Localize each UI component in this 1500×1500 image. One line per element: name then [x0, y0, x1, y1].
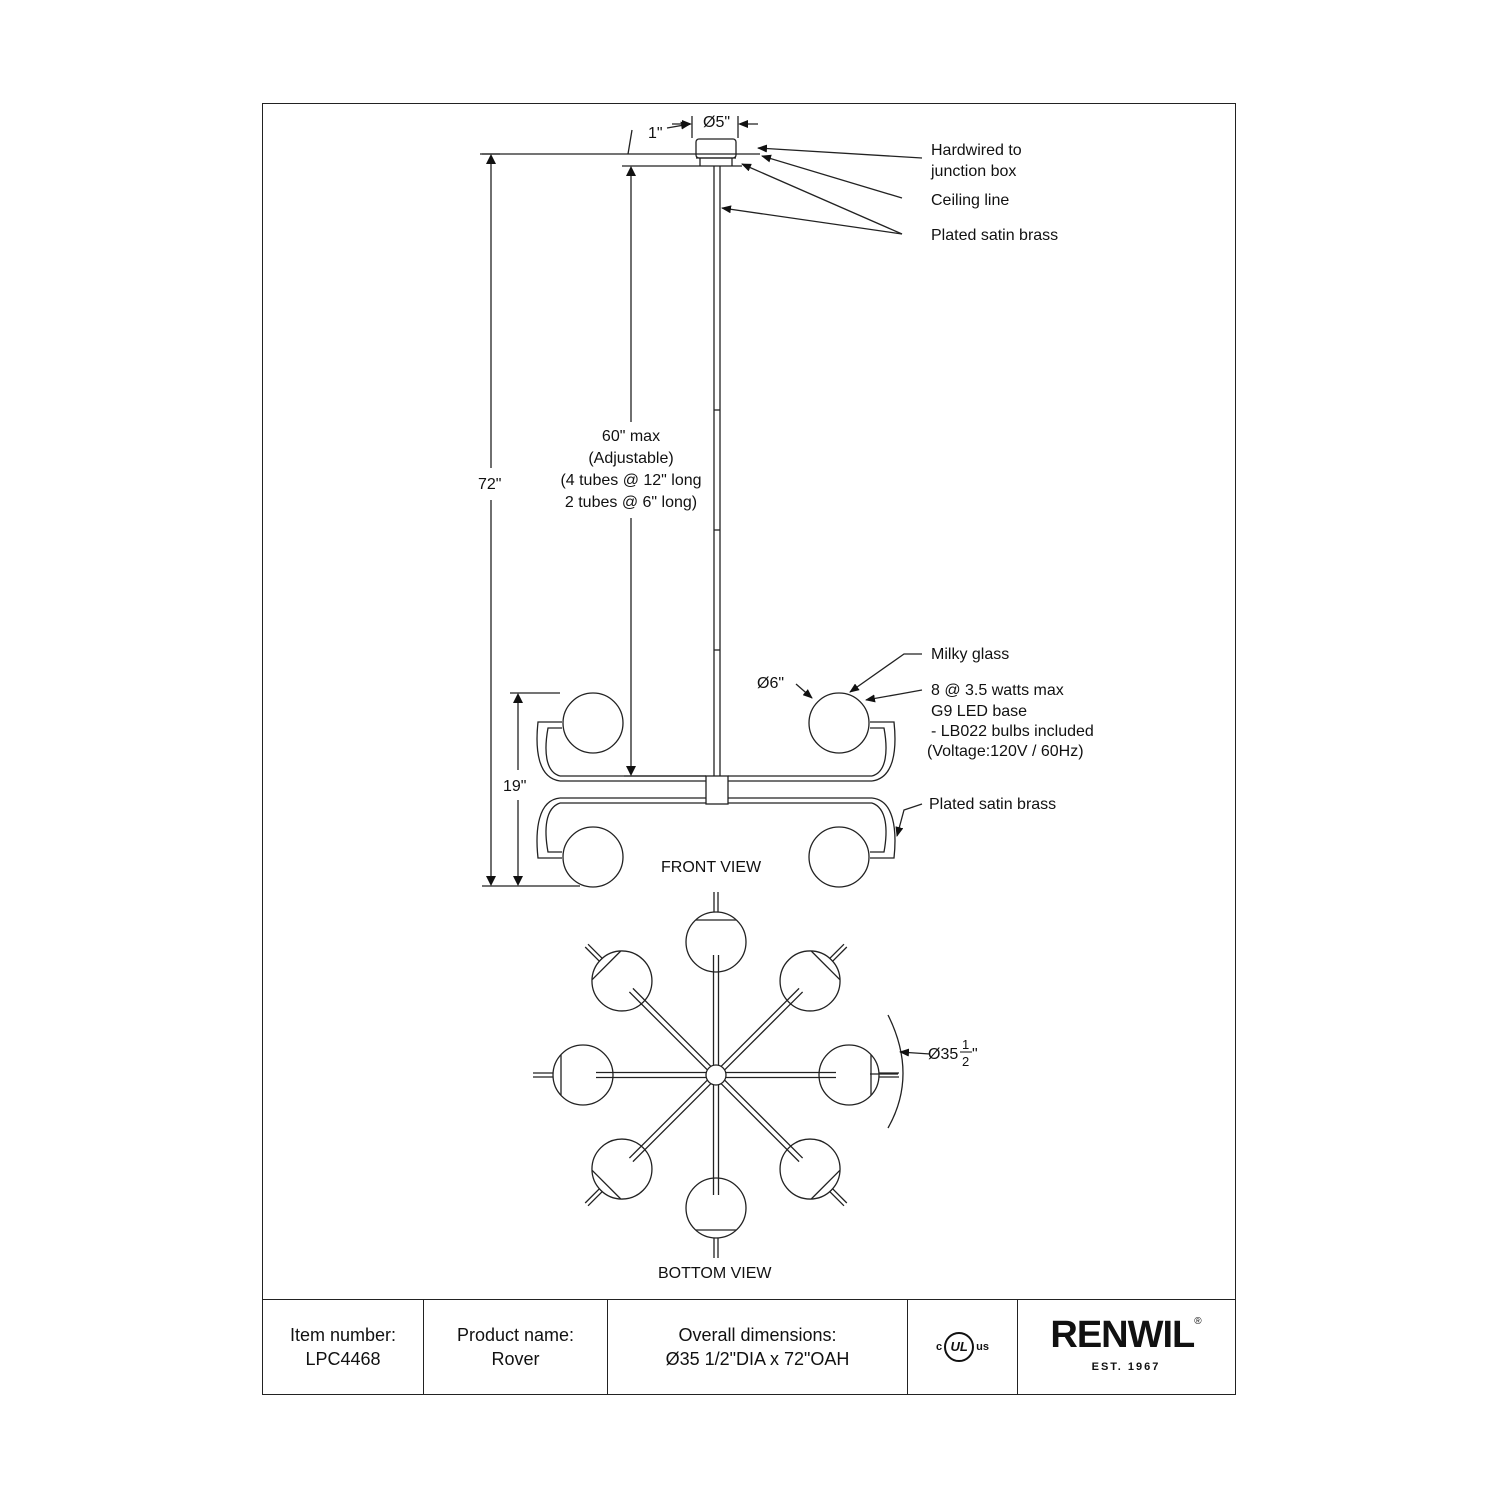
bottom-hub: [706, 1065, 726, 1085]
canopy: [696, 139, 736, 158]
bottom-globe-6: [592, 1139, 652, 1199]
callout-ceiling-line: Ceiling line: [931, 192, 1010, 209]
front-view-label: FRONT VIEW: [661, 859, 762, 876]
callout-hardwired-2: junction box: [931, 163, 1017, 180]
dim-overall-diameter-unit: ": [972, 1046, 978, 1063]
bottom-globe-8: [592, 951, 652, 1011]
callout-lamp-spec-2: G9 LED base: [931, 703, 1028, 720]
dim-rod-line-4: 2 tubes @ 6" long): [564, 494, 698, 511]
dim-overall-diameter: Ø35: [928, 1046, 959, 1063]
bottom-view: [533, 892, 899, 1258]
upper-left-arm: [537, 722, 562, 781]
dim-overall-height: 72": [478, 476, 502, 493]
dim-rod-line-1: 60" max: [601, 428, 661, 445]
bottom-globe-4: [780, 1139, 840, 1199]
ul-icon: UL: [944, 1332, 974, 1362]
bottom-globe-3: [819, 1045, 879, 1105]
product-name-cell: [424, 1300, 608, 1394]
dim-canopy-offset: 1": [648, 125, 663, 142]
bottom-globe-1: [686, 912, 746, 972]
certification-cell: [908, 1300, 1018, 1394]
bottom-globe-2: [780, 951, 840, 1011]
globe-upper-left: [563, 693, 623, 753]
globe-lower-left: [563, 827, 623, 887]
item-number-cell: [263, 1300, 424, 1394]
callout-plated-arm: Plated satin brass: [929, 796, 1057, 813]
callout-lamp-spec-1: 8 @ 3.5 watts max: [931, 682, 1064, 699]
hub: [706, 776, 728, 804]
brand-name: RENWIL: [1050, 1314, 1195, 1356]
callout-lamp-spec-4: (Voltage:120V / 60Hz): [927, 743, 1084, 760]
callout-milky-glass: Milky glass: [931, 646, 1010, 663]
front-view: [480, 116, 922, 887]
item-number-value: LPC4468: [305, 1349, 381, 1369]
overall-dimensions-value: Ø35 1/2"DIA x 72"OAH: [665, 1349, 850, 1369]
title-block: [262, 1299, 1236, 1395]
dim-overall-diameter-den: 2: [962, 1054, 970, 1069]
bottom-globe-7: [553, 1045, 613, 1105]
overall-dimensions-label: Overall dimensions:: [678, 1325, 837, 1345]
dim-overall-diameter-num: 1: [962, 1037, 970, 1052]
dim-globe-diameter: Ø6": [757, 675, 785, 692]
bottom-view-label: BOTTOM VIEW: [658, 1265, 772, 1282]
dim-rod-line-2: (Adjustable): [588, 450, 674, 467]
bottom-globe-5: [686, 1178, 746, 1238]
brand-registered-mark: ®: [1194, 1316, 1202, 1327]
product-name-label: Product name:: [456, 1325, 575, 1345]
lower-right-arm: [870, 798, 895, 858]
overall-dimensions-cell: [608, 1300, 908, 1394]
renwil-logo: [1050, 1315, 1201, 1355]
diameter-arc: [888, 1015, 903, 1128]
dim-fixture-height: 19": [503, 778, 527, 795]
dim-canopy-diameter: Ø5": [703, 114, 731, 131]
globe-upper-right: [809, 693, 869, 753]
brand-established: EST. 1967: [1091, 1361, 1161, 1373]
brand-cell: [1018, 1300, 1234, 1394]
callout-hardwired-1: Hardwired to: [931, 142, 1022, 159]
lower-left-arm: [537, 798, 562, 858]
ul-c-mark: c: [936, 1341, 943, 1353]
callout-lamp-spec-3: - LB022 bulbs included: [931, 723, 1094, 740]
callout-plated-top: Plated satin brass: [931, 227, 1059, 244]
item-number-label: Item number:: [289, 1325, 397, 1345]
ul-us-mark: us: [976, 1341, 989, 1353]
ul-listed-mark: [936, 1332, 989, 1362]
dim-rod-line-3: (4 tubes @ 12" long: [560, 472, 702, 489]
product-name-value: Rover: [491, 1349, 540, 1369]
globe-lower-right: [809, 827, 869, 887]
upper-right-arm: [870, 722, 895, 781]
